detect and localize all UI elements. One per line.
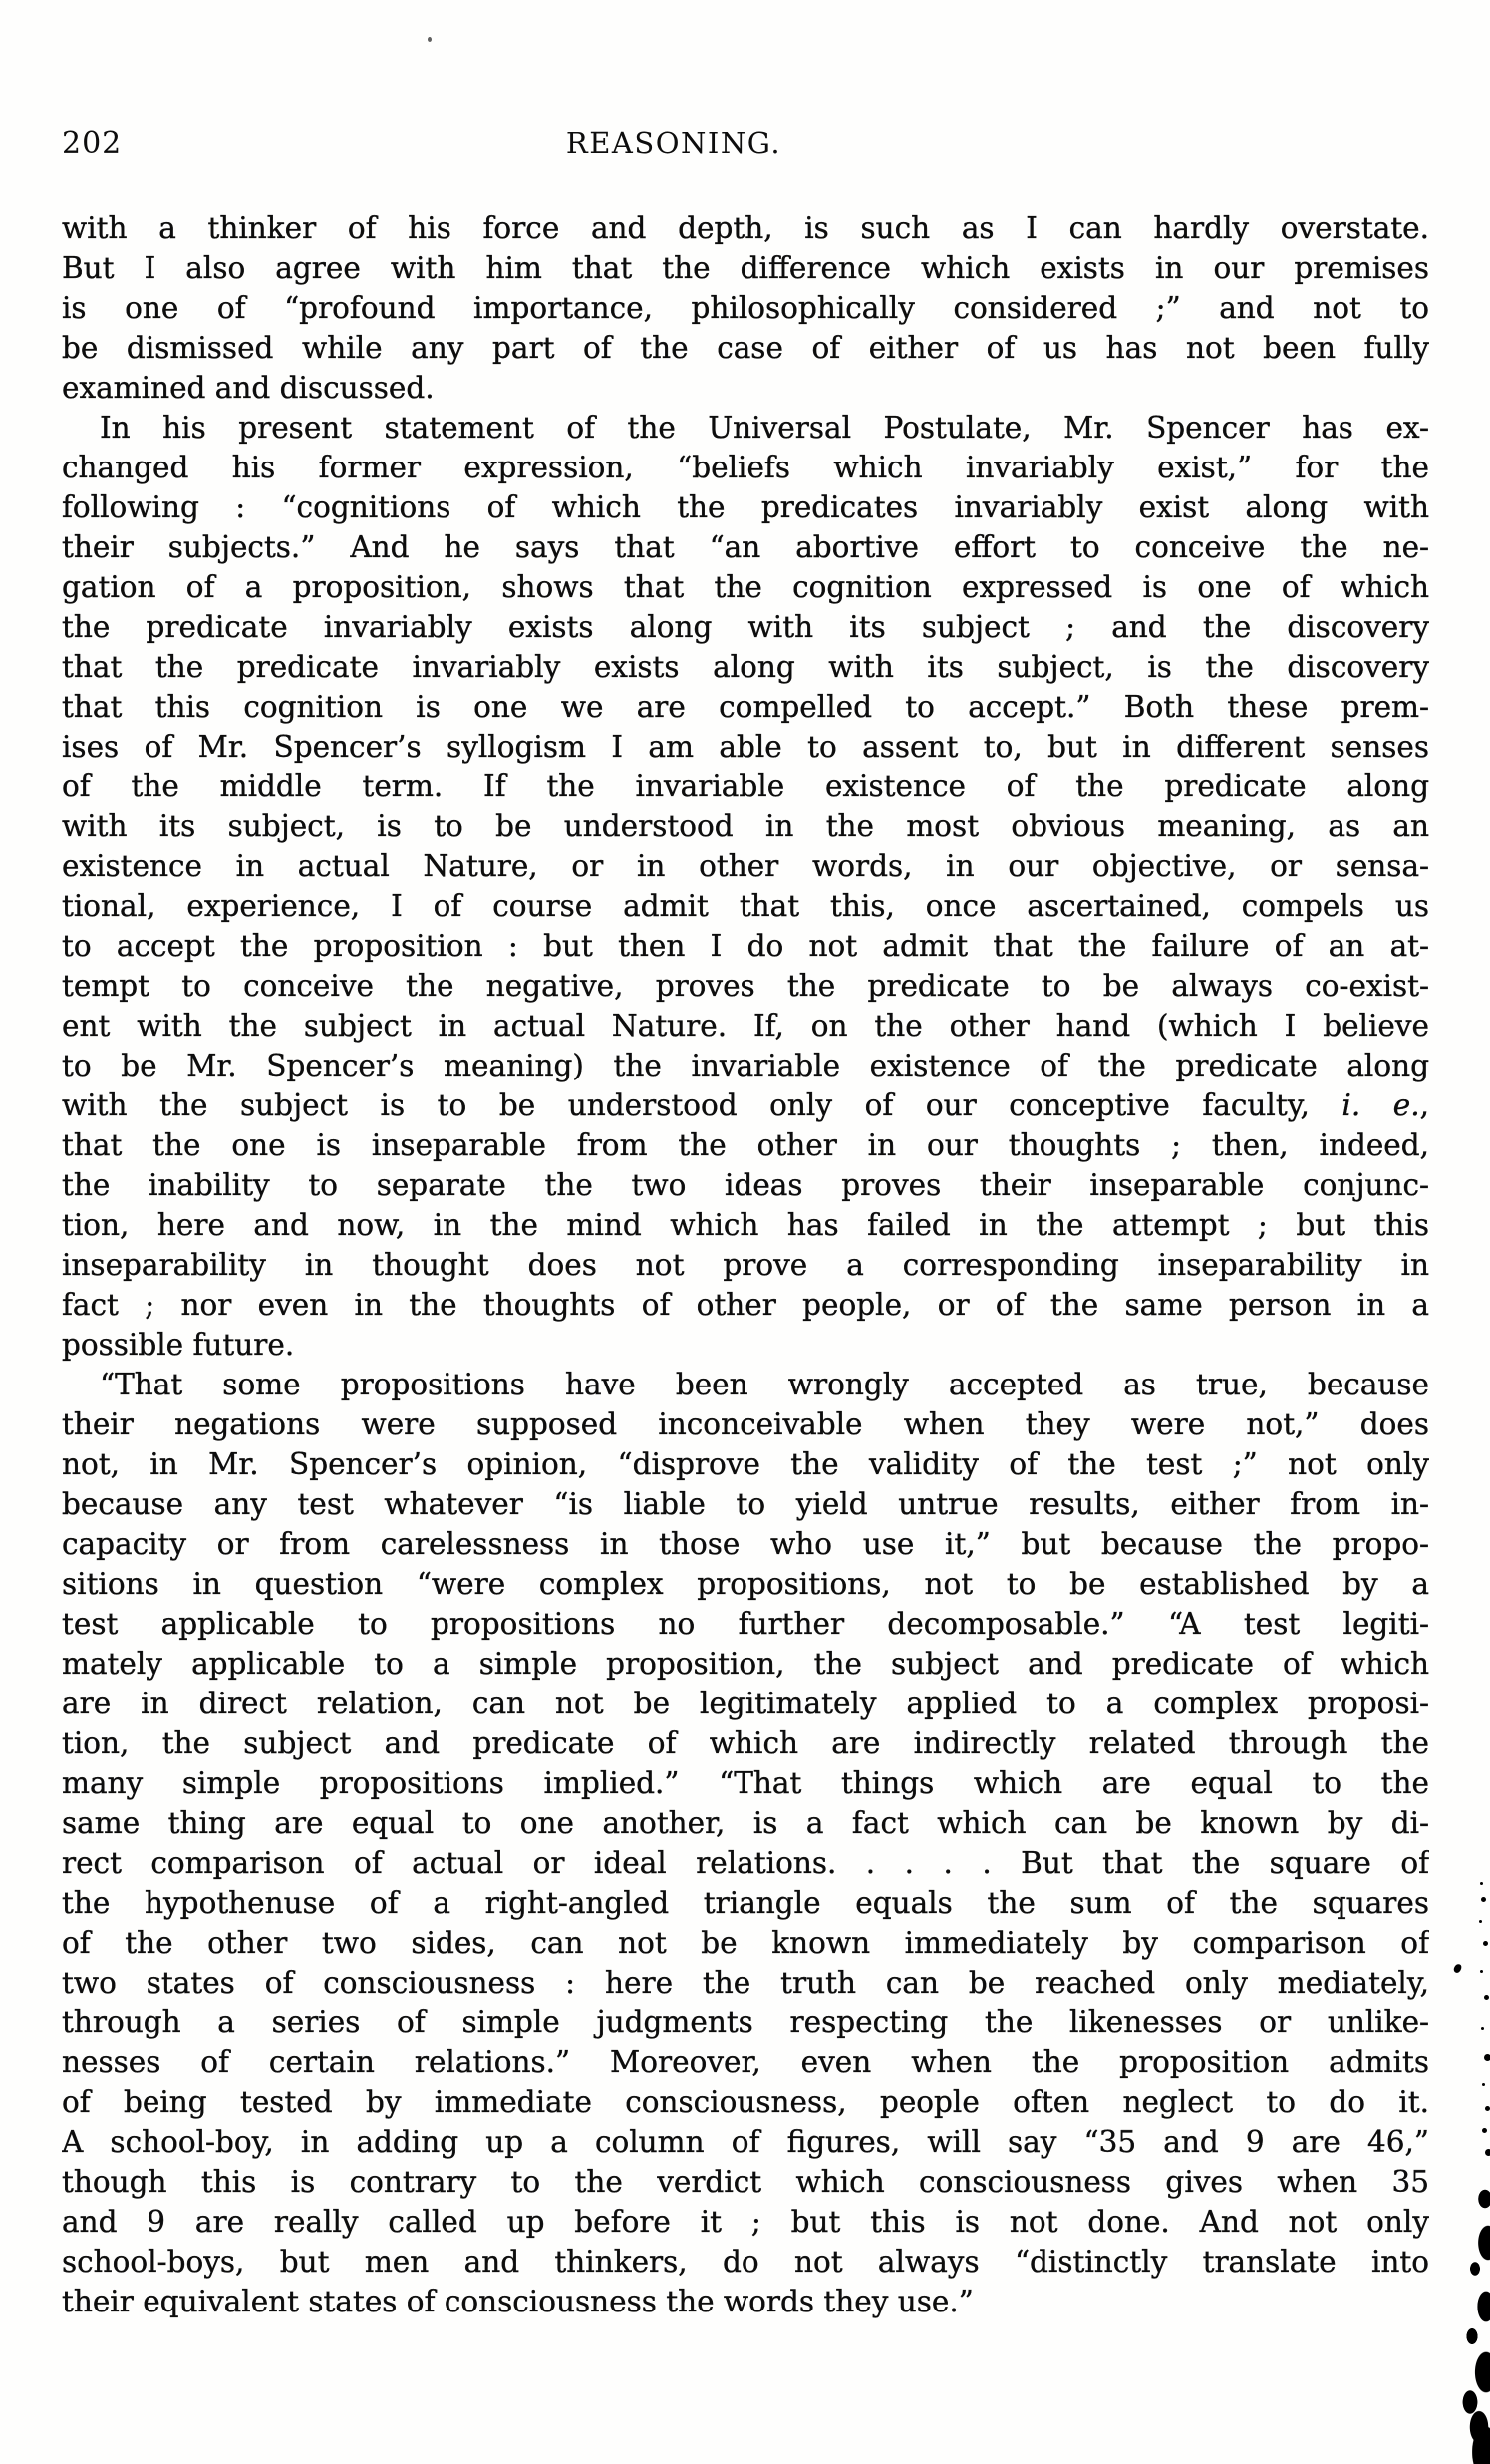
text-line: that the predicate invariably exists along with its subject, is the discovery — [62, 650, 1429, 684]
scan-artifact-dot — [1453, 1963, 1462, 1974]
text-line: fact ; nor even in the thoughts of other people, or of the same person in a — [62, 1288, 1429, 1322]
text-line: to be Mr. Spencer’s meaning) the invariable existence of the predicate along — [62, 1049, 1429, 1082]
text-line: changed his former expression, “beliefs which invariably exist,” for the — [62, 451, 1429, 484]
text-line: the inability to separate the two ideas proves their inseparable conjunc- — [62, 1168, 1429, 1202]
text-line: two states of consciousness : here the truth can be reached only mediately, — [62, 1966, 1429, 2000]
text-line: with the subject is to be understood only of our conceptive faculty, i. e., — [62, 1088, 1429, 1122]
text-line: the hypothenuse of a right-angled triangle equals the sum of the squares — [62, 1886, 1429, 1920]
text-line: possible future. — [62, 1328, 295, 1362]
page-header — [0, 126, 1490, 165]
text-line: test applicable to propositions no further decomposable.” “A test legiti- — [62, 1607, 1429, 1641]
text-line: be dismissed while any part of the case of either of us has not been fully — [62, 331, 1429, 365]
text-line: not, in Mr. Spencer’s opinion, “disprove the validity of the test ;” not only — [62, 1447, 1429, 1481]
text-line: ent with the subject in actual Nature. If, on the other hand (which I believe — [62, 1009, 1429, 1043]
text-line: many simple propositions implied.” “That things which are equal to the — [62, 1766, 1429, 1800]
text-line: In his present statement of the Universal Postulate, Mr. Spencer has ex- — [100, 411, 1429, 445]
text-line: that this cognition is one we are compelled to accept.” Both these prem- — [62, 690, 1429, 724]
scan-artifact-speckles — [1480, 1882, 1483, 1885]
text-line: sitions in question “were complex propositions, not to be established by a — [62, 1567, 1429, 1601]
text-line: inseparability in thought does not prove a corresponding inseparability in — [62, 1248, 1429, 1282]
text-line: gation of a proposition, shows that the cognition expressed is one of which — [62, 570, 1429, 604]
body-text — [62, 208, 1429, 2321]
text-line: tion, here and now, in the mind which has failed in the attempt ; but this — [62, 1208, 1429, 1242]
scan-artifact-blotch — [1461, 2185, 1490, 2464]
scan-speck — [428, 37, 432, 42]
text-line: the predicate invariably exists along with its subject ; and the discovery — [62, 610, 1429, 644]
text-line: ises of Mr. Spencer’s syllogism I am able to assent to, but in different senses — [62, 730, 1429, 764]
text-line: tion, the subject and predicate of which are indirectly related through the — [62, 1726, 1429, 1760]
text-line: of the other two sides, can not be known immediately by comparison of — [62, 1926, 1429, 1960]
running-title: REASONING. — [565, 126, 782, 159]
text-line: rect comparison of actual or ideal relations. . . . . But that the square of — [62, 1846, 1429, 1880]
text-line: through a series of simple judgments respecting the likenesses or unlike- — [62, 2005, 1429, 2039]
text-line: their equivalent states of consciousness the words they use.” — [62, 2285, 974, 2318]
text-line: But I also agree with him that the difference which exists in our premises — [62, 251, 1429, 285]
text-line: their subjects.” And he says that “an abortive effort to conceive the ne- — [62, 530, 1429, 564]
text-line: same thing are equal to one another, is a fact which can be known by di- — [62, 1806, 1429, 1840]
text-line: mately applicable to a simple proposition, the subject and predicate of which — [62, 1647, 1429, 1681]
text-line: with its subject, is to be understood in the most obvious meaning, as an — [62, 809, 1429, 843]
text-line: capacity or from carelessness in those who use it,” but because the propo- — [62, 1527, 1429, 1561]
text-line: that the one is inseparable from the other in our thoughts ; then, indeed, — [62, 1128, 1429, 1162]
text-line: “That some propositions have been wrongly accepted as true, because — [100, 1368, 1429, 1401]
text-line: tional, experience, I of course admit that this, once ascertained, compels us — [62, 889, 1429, 923]
text-line: A school-boy, in adding up a column of figures, will say “35 and 9 are 46,” — [62, 2125, 1429, 2159]
text-line: are in direct relation, can not be legitimately applied to a complex proposi- — [62, 1687, 1429, 1720]
text-line: of being tested by immediate consciousness, people often neglect to do it. — [62, 2085, 1429, 2119]
text-line: to accept the proposition : but then I do not admit that the failure of an at- — [62, 929, 1429, 963]
text-line: is one of “profound importance, philosophically considered ;” and not to — [62, 291, 1429, 325]
text-line: nesses of certain relations.” Moreover, even when the proposition admits — [62, 2045, 1429, 2079]
text-line: though this is contrary to the verdict which consciousness gives when 35 — [62, 2165, 1429, 2199]
text-line: with a thinker of his force and depth, is such as I can hardly overstate. — [62, 211, 1429, 245]
page-number: 202 — [62, 126, 123, 160]
text-line: tempt to conceive the negative, proves the predicate to be always co-exist- — [62, 969, 1429, 1003]
text-line: existence in actual Nature, or in other words, in our objective, or sensa- — [62, 849, 1429, 883]
text-line: because any test whatever “is liable to yield untrue results, either from in- — [62, 1487, 1429, 1521]
text-line: of the middle term. If the invariable existence of the predicate along — [62, 770, 1429, 803]
text-line: examined and discussed. — [62, 371, 435, 405]
text-line: and 9 are really called up before it ; but this is not done. And not only — [62, 2205, 1429, 2239]
text-line: their negations were supposed inconceivable when they were not,” does — [62, 1407, 1429, 1441]
text-line: following : “cognitions of which the predicates invariably exist along with — [62, 490, 1429, 524]
text-line: school-boys, but men and thinkers, do not always “distinctly translate into — [62, 2245, 1429, 2279]
